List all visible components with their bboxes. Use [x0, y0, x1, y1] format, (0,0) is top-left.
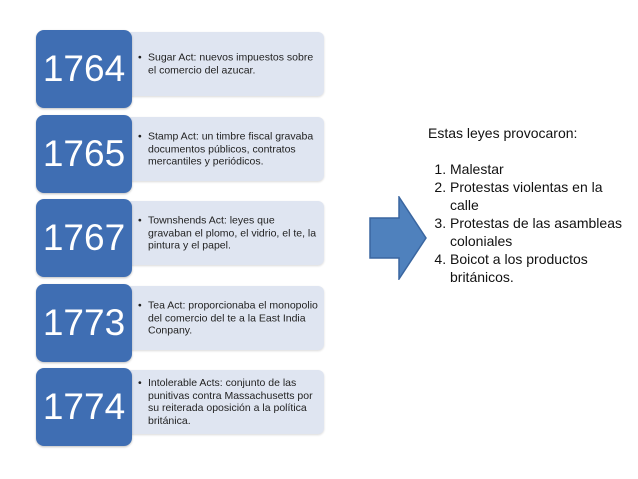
event-description: • Sugar Act: nuevos impuestos sobre el comercio del azucar.	[138, 52, 318, 77]
year-box: 1774	[36, 368, 132, 446]
list-item: 4. Boicot a los productos británicos.	[450, 250, 628, 286]
event-box	[124, 201, 324, 265]
year-box: 1765	[36, 115, 132, 193]
list-item: 2. Protestas violentas en la calle	[450, 178, 628, 214]
year-box: 1773	[36, 284, 132, 362]
timeline-row-1774	[0, 368, 330, 448]
list-item: 1. Malestar	[450, 160, 628, 178]
event-description: • Stamp Act: un timbre fiscal gravaba documentos públicos, contratos mercantiles y periódicos.	[138, 130, 318, 168]
consequences-intro: Estas leyes provocaron:	[428, 125, 578, 141]
event-box	[124, 370, 324, 434]
event-box	[124, 117, 324, 181]
event-box	[124, 286, 324, 350]
timeline-row-1764	[0, 30, 330, 110]
event-box	[124, 32, 324, 96]
right-arrow-icon	[369, 196, 427, 280]
event-description: • Tea Act: proporcionaba el monopolio del comercio del te a la East India Conpany.	[138, 299, 318, 337]
list-item: 3. Protestas de las asambleas coloniales	[450, 214, 628, 250]
timeline-row-1767	[0, 199, 330, 279]
event-description: • Intolerable Acts: conjunto de las punitivas contra Massachusetts por su reiterada oposición a la política británica.	[138, 377, 318, 427]
year-box: 1764	[36, 30, 132, 108]
year-box: 1767	[36, 199, 132, 277]
event-description: • Townshends Act: leyes que gravaban el plomo, el vidrio, el te, la pintura y el papel.	[138, 214, 318, 252]
consequences-panel	[428, 124, 628, 286]
consequences-list	[428, 160, 628, 286]
timeline-row-1765	[0, 115, 330, 195]
timeline-row-1773	[0, 284, 330, 364]
